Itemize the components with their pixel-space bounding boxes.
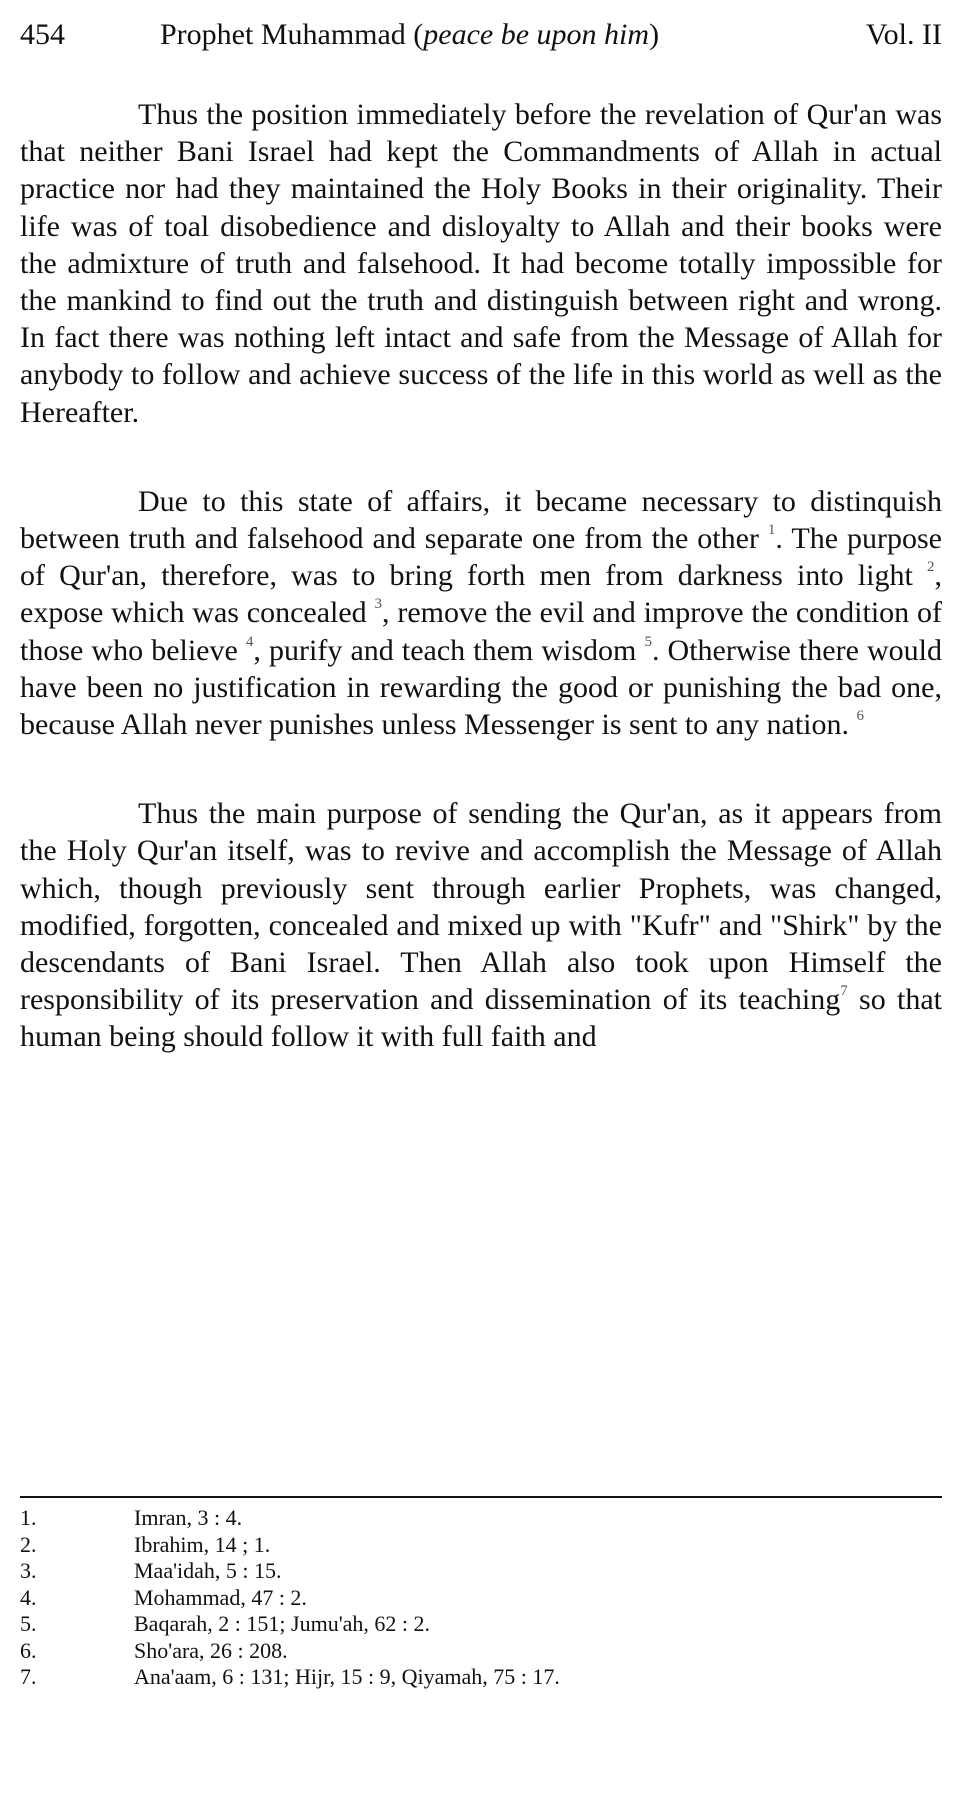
book-title <box>160 18 659 52</box>
paragraph-text: Thus the main purpose of sending the Qur'an, as it appears from the Holy Qur'an itself, was to revive and accomplish the Message of Allah which, though previously sent through earlier Prophets, was changed, modified, forgotten, concealed and mixed up with "Kufr" and "Shirk" by the descendants of Bani Israel. Then Allah also took upon Himself the responsibility of its preservation and dissemination of its teaching <box>20 797 942 1017</box>
book-title-main: Prophet Muhammad ( <box>160 18 424 51</box>
footnote-divider <box>20 1496 942 1498</box>
footnote-item <box>20 1585 942 1612</box>
footnote-ref: 5 <box>644 633 652 650</box>
paragraph-text: , purify and teach them wisdom <box>253 633 645 667</box>
footnote-text: Maa'idah, 5 : 15. <box>134 1558 282 1583</box>
paragraph-text: so that human being should follow it with full faith and <box>20 983 942 1054</box>
footnote-text: Ana'aam, 6 : 131; Hijr, 15 : 9, Qiyamah, 75 : 17. <box>134 1664 560 1689</box>
footnote-ref: 4 <box>245 633 254 650</box>
footnote-ref: 1 <box>767 522 776 539</box>
paragraph-text: Thus the position immediately before the revelation of Qur'an was that neither Bani Israel had kept the Commandments of Allah in actual practice nor had they maintained the Holy Books in their originality. Their life was of toal disobedience and disloyalty to Allah and their books were the admixture of truth and falsehood. It had become totally impossible for the mankind to find out the truth and distinguish between right and wrong. In fact there was nothing left intact and safe from the Message of Allah for anybody to follow and achieve success of the life in this world as well as the Hereafter. <box>20 98 942 429</box>
footnote-item <box>20 1638 942 1665</box>
paragraph-text: Due to this state of affairs, it became necessary to distinquish between truth and falsehood and separate one from the other <box>20 484 942 556</box>
footnotes <box>20 1505 942 1691</box>
footnote-item <box>20 1505 942 1532</box>
footnote-text: Ibrahim, 14 ; 1. <box>134 1531 271 1557</box>
footnote-number: 7. <box>20 1664 37 1689</box>
book-title-close: ) <box>649 18 660 51</box>
footnote-ref: 6 <box>856 708 864 725</box>
footnote-ref: 7 <box>840 983 848 1000</box>
footnote-text: Sho'ara, 26 : 208. <box>134 1637 288 1663</box>
paragraph-text: . The purpose of Qur'an, therefore, was to bring forth men from darkness into light <box>20 522 942 593</box>
book-title-italic: peace be upon him <box>423 18 650 51</box>
body-text <box>20 96 942 1108</box>
paragraph-text: , expose which was concealed <box>20 559 942 630</box>
volume-label: Vol. II <box>865 18 942 51</box>
paragraph-3 <box>20 795 942 1055</box>
footnote-ref: 2 <box>927 559 935 576</box>
paragraph-text: . Otherwise there would have been no justification in rewarding the good or punishing the bad one, because Allah never punishes unless Messenger is sent to any nation. <box>20 633 942 742</box>
footnote-number: 6. <box>20 1637 37 1663</box>
footnote-number: 3. <box>20 1558 37 1583</box>
page-number: 454 <box>20 18 65 51</box>
paragraph-1 <box>20 96 942 431</box>
running-header <box>20 18 942 62</box>
footnote-text: Mohammad, 47 : 2. <box>134 1584 307 1610</box>
footnote-item <box>20 1664 942 1691</box>
paragraph-text: , remove the evil and improve the condition of those who believe <box>20 596 942 667</box>
footnote-number: 2. <box>20 1531 37 1557</box>
footnote-number: 1. <box>20 1505 37 1530</box>
footnote-item <box>20 1558 942 1585</box>
footnote-item <box>20 1532 942 1559</box>
paragraph-2 <box>20 483 942 743</box>
footnote-item <box>20 1611 942 1638</box>
footnote-number: 5. <box>20 1611 37 1636</box>
footnote-ref: 3 <box>374 596 383 613</box>
footnote-text: Imran, 3 : 4. <box>134 1505 243 1530</box>
footnote-text: Baqarah, 2 : 151; Jumu'ah, 62 : 2. <box>134 1611 431 1636</box>
footnote-number: 4. <box>20 1584 37 1610</box>
